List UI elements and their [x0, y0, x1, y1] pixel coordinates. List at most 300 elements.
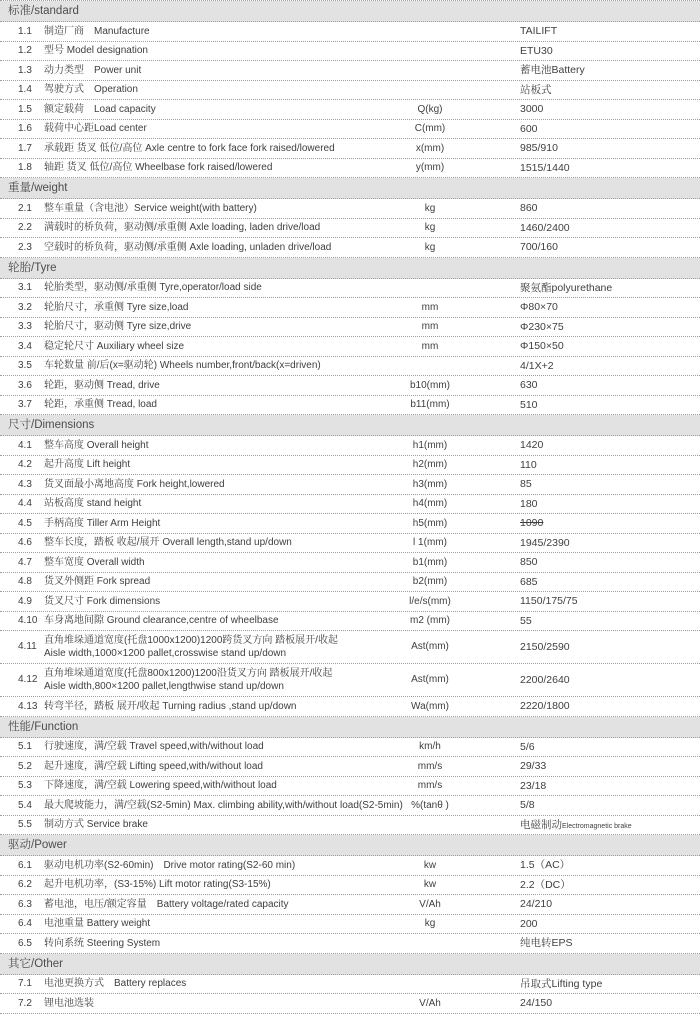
row-label-line1: 起升电机功率，(S3-15%) Lift motor rating(S3-15%): [44, 879, 271, 890]
row-label: [44, 25, 150, 39]
row-label-line1: 制动方式 Service brake: [44, 819, 148, 830]
row-number: 3.2: [18, 301, 32, 313]
row-value-main: 2150/2590: [520, 640, 570, 653]
row-label-line1: 直角堆垛通道宽度(托盘1000x1200)1200跨货叉方向 踏板展开/收起: [44, 634, 338, 646]
row-number: 7.2: [18, 997, 32, 1009]
row-unit: h2(mm): [412, 459, 448, 470]
row-unit: m2 (mm): [410, 615, 450, 626]
row-label: [44, 221, 320, 235]
section-title: 性能/Function: [8, 720, 79, 733]
spec-row: [0, 120, 700, 140]
row-label-line1: 驾驶方式 Operation: [44, 84, 138, 95]
row-label-line1: 轮胎尺寸，驱动侧 Tyre size,drive: [44, 321, 192, 332]
row-value: [520, 740, 535, 754]
spec-row: [0, 876, 700, 896]
row-unit: h1(mm): [412, 439, 448, 451]
row-label: [44, 517, 160, 531]
row-value-main: 蓄电池Battery: [520, 64, 585, 77]
row-value-main: 55: [520, 614, 532, 627]
row-value: [520, 996, 552, 1010]
row-label-line1: 电池更换方式 Battery replaces: [44, 978, 187, 989]
spec-row: [0, 81, 700, 101]
row-label-line1: 货叉尺寸 Fork dimensions: [44, 595, 161, 607]
spec-row: [0, 664, 700, 697]
row-number: 3.7: [18, 399, 32, 410]
row-label: [44, 977, 186, 991]
row-number: 4.9: [18, 595, 32, 607]
spec-row: [0, 697, 700, 717]
row-label-line1: 下降速度，满/空载 Lowering speed,with/without load: [44, 780, 277, 791]
row-unit: kg: [424, 241, 436, 253]
row-label-line1: 额定载荷 Load capacity: [44, 103, 156, 115]
row-number: 6.2: [18, 879, 32, 890]
spec-row: [0, 199, 700, 219]
spec-row: [0, 318, 700, 338]
row-label: [44, 634, 338, 661]
row-label-line1: 货叉外侧距 Fork spread: [44, 576, 151, 587]
spec-row: [0, 856, 700, 876]
row-unit: h5(mm): [412, 517, 448, 529]
row-label-line1: 驱动电机功率(S2-60min) Drive motor rating(S2-60 min): [44, 859, 296, 871]
spec-row: [0, 61, 700, 81]
row-number: 1.1: [18, 25, 32, 37]
row-value: [520, 161, 570, 175]
row-value-main: 1.5（AC）: [520, 859, 571, 872]
spec-row: [0, 238, 700, 258]
row-value-main: 1420: [520, 439, 544, 452]
row-value: [520, 640, 570, 654]
spec-row: [0, 796, 700, 816]
row-value-main: 85: [520, 478, 532, 491]
spec-row: [0, 42, 700, 62]
row-label-line1: 型号 Model designation: [44, 45, 148, 56]
row-unit: Q(kg): [417, 103, 443, 115]
row-value: [520, 320, 564, 334]
row-number: 1.7: [18, 142, 32, 154]
row-label-line1: 起升速度，满/空载 Lifting speed,with/without load: [44, 760, 263, 772]
section-title: 轮胎/Tyre: [8, 261, 57, 274]
row-unit: %(tanθ ): [411, 799, 449, 811]
spec-row: [0, 139, 700, 159]
row-number: 4.10: [18, 615, 38, 626]
row-value-main: 850: [520, 556, 538, 569]
row-value: [520, 24, 557, 38]
row-label: [44, 740, 264, 754]
row-number: 1.5: [18, 103, 32, 115]
spec-row: [0, 553, 700, 573]
row-label-line1: 整车重量（含电池）Service weight(with battery): [44, 202, 257, 214]
row-value: [520, 699, 570, 713]
row-label: [44, 281, 262, 295]
row-number: 6.1: [18, 859, 32, 871]
row-label-line1: 锂电池选装: [44, 997, 94, 1009]
row-value-main: TAILIFT: [520, 25, 558, 38]
spec-row: [0, 738, 700, 758]
spec-row: [0, 895, 700, 915]
section-header: [0, 258, 700, 279]
row-number: 4.1: [18, 439, 32, 451]
row-label-line1: 整车高度 Overall height: [44, 439, 149, 451]
row-label-line1: 行驶速度，满/空载 Travel speed,with/without load: [44, 741, 264, 752]
row-value-main: 吊取式Lifting type: [520, 977, 603, 990]
row-number: 3.5: [18, 360, 32, 371]
row-label-line1: 货叉面最小离地高度 Fork height,lowered: [44, 478, 225, 490]
section-title: 重量/weight: [8, 182, 68, 194]
row-value-main: 2200/2640: [520, 673, 570, 686]
spec-row: [0, 396, 700, 416]
row-label: [44, 575, 150, 589]
row-value-main: 180: [520, 497, 538, 510]
row-unit: b2(mm): [412, 576, 448, 587]
row-value: [520, 122, 538, 136]
row-value: [520, 936, 573, 950]
section-header: [0, 954, 700, 975]
row-number: 4.13: [18, 700, 38, 712]
row-label-line1: 轮距，承重侧 Tread, load: [44, 399, 157, 410]
row-value-main: 200: [520, 917, 538, 930]
row-value-small: Electromagnetic brake: [562, 822, 632, 830]
row-unit: b11(mm): [410, 399, 450, 410]
row-label: [44, 161, 272, 175]
row-unit: b1(mm): [412, 556, 448, 568]
row-label-line1: 车轮数量 前/后(x=驱动轮) Wheels number,front/back(x=driven): [44, 360, 321, 371]
row-value: [520, 798, 535, 812]
row-value: [520, 536, 570, 550]
row-value: [520, 594, 578, 608]
row-value-main: 685: [520, 575, 538, 588]
row-number: 4.3: [18, 478, 32, 490]
row-label: [44, 818, 148, 832]
row-label: [44, 614, 279, 628]
row-value-main: 630: [520, 379, 538, 392]
row-label: [44, 64, 141, 78]
row-number: 2.1: [18, 202, 32, 214]
row-value-main: 24/210: [520, 898, 553, 911]
spec-row: [0, 298, 700, 318]
row-value: [520, 759, 546, 773]
row-unit: mm/s: [417, 780, 443, 791]
row-number: 3.6: [18, 379, 32, 391]
row-value-main: 985/910: [520, 142, 558, 155]
row-label: [44, 536, 292, 550]
row-number: 5.3: [18, 780, 32, 791]
row-label: [44, 44, 148, 58]
row-unit: km/h: [419, 741, 441, 752]
section-header: [0, 415, 700, 436]
row-unit: kw: [423, 879, 437, 890]
row-number: 4.2: [18, 459, 32, 470]
row-number: 3.3: [18, 321, 32, 332]
row-value-main: 860: [520, 202, 538, 215]
spec-row: [0, 159, 700, 179]
row-value: [520, 221, 570, 235]
section-title: 其它/Other: [8, 957, 63, 970]
row-value: [520, 858, 570, 872]
row-value: [520, 44, 553, 58]
row-number: 5.1: [18, 741, 32, 752]
spec-row: [0, 631, 700, 664]
row-number: 6.3: [18, 898, 32, 910]
spec-row: [0, 357, 700, 377]
row-number: 6.4: [18, 918, 32, 929]
row-label-line1: 车身离地间隙 Ground clearance,centre of wheelbase: [44, 615, 279, 626]
row-unit: kg: [424, 918, 436, 929]
row-value: [520, 339, 564, 353]
row-label-line1: 直角堆垛通道宽度(托盘800x1200)1200沿货叉方向 踏板展开/收起: [44, 667, 333, 679]
row-label-line1: 起升高度 Lift height: [44, 459, 131, 470]
row-value: [520, 897, 552, 911]
row-unit: Ast(mm): [411, 641, 449, 653]
row-value: [520, 83, 552, 97]
row-value: [520, 281, 612, 295]
row-label: [44, 478, 225, 492]
spec-row: [0, 475, 700, 495]
row-number: 3.1: [18, 282, 32, 293]
row-unit: mm: [421, 321, 439, 332]
row-number: 5.5: [18, 819, 32, 830]
spec-row: [0, 934, 700, 954]
row-label-line1: 轮距，驱动侧 Tread, drive: [44, 379, 160, 391]
row-label-line1: 制造厂商 Manufacture: [44, 25, 150, 37]
row-number: 1.3: [18, 64, 32, 76]
row-unit: b10(mm): [409, 379, 450, 391]
row-value: [520, 240, 558, 254]
row-label-line1: 手柄高度 Tiller Arm Height: [44, 517, 161, 529]
spec-row: [0, 592, 700, 612]
row-value: [520, 359, 554, 373]
row-value: [520, 477, 532, 491]
spec-row: [0, 219, 700, 239]
spec-row: [0, 612, 700, 632]
row-label: [44, 595, 160, 609]
row-value: [520, 818, 632, 832]
row-value-main: 510: [520, 398, 538, 411]
row-value-main: 24/150: [520, 997, 553, 1010]
row-label: [44, 301, 188, 315]
row-value-main: 1515/1440: [520, 161, 570, 174]
spec-row: [0, 534, 700, 554]
row-label: [44, 83, 138, 97]
row-label-line2: Aisle width,800×1200 pallet,lengthwise stand up/down: [44, 681, 284, 692]
row-label: [44, 398, 157, 412]
row-label: [44, 667, 332, 694]
row-value: [520, 878, 571, 892]
section-header: [0, 717, 700, 738]
row-unit: kg: [424, 202, 436, 214]
spec-row: [0, 337, 700, 357]
row-label: [44, 760, 263, 774]
spec-row: [0, 975, 700, 995]
row-unit: kw: [423, 859, 437, 871]
spec-row: [0, 279, 700, 299]
row-number: 4.12: [18, 674, 38, 686]
section-title: 驱动/Power: [8, 839, 67, 851]
row-label: [44, 340, 184, 354]
row-number: 5.2: [18, 760, 32, 772]
row-value: [520, 63, 585, 77]
section-header: [0, 1, 700, 22]
row-number: 2.2: [18, 222, 32, 233]
row-number: 4.5: [18, 517, 32, 529]
section-header: [0, 835, 700, 856]
spec-row: [0, 376, 700, 396]
row-unit: Ast(mm): [411, 674, 449, 686]
row-value-main: 2220/1800: [520, 700, 570, 713]
row-value-main: 700/160: [520, 241, 558, 254]
row-value: [520, 917, 538, 931]
spec-row: [0, 495, 700, 515]
row-value-main: Φ80×70: [520, 301, 558, 314]
row-value: [520, 575, 538, 589]
row-number: 6.5: [18, 937, 32, 949]
row-unit: C(mm): [414, 123, 446, 134]
row-number: 1.6: [18, 123, 32, 134]
row-value-main: 1945/2390: [520, 536, 570, 549]
row-label: [44, 241, 331, 255]
row-label: [44, 379, 160, 393]
row-value: [520, 438, 543, 452]
row-label-line1: 承载距 货叉 低位/高位 Axle centre to fork face fork raised/lowered: [44, 142, 335, 154]
spec-row: [0, 994, 700, 1014]
row-value-main: 2.2（DC）: [520, 878, 571, 891]
row-number: 1.4: [18, 84, 32, 95]
spec-row: [0, 22, 700, 42]
row-value: [520, 141, 558, 155]
row-label: [44, 779, 277, 793]
spec-row: [0, 915, 700, 935]
row-unit: l 1(mm): [413, 537, 447, 548]
row-unit: V/Ah: [419, 997, 441, 1009]
row-value-main: 聚氨酯polyurethane: [520, 281, 613, 294]
section-title: 尺寸/Dimensions: [8, 419, 95, 431]
row-label: [44, 556, 145, 570]
row-value-main: 站板式: [520, 83, 552, 96]
spec-row: [0, 816, 700, 836]
row-number: 4.6: [18, 537, 32, 548]
row-label-line1: 轴距 货叉 低位/高位 Wheelbase fork raised/lowered: [44, 162, 273, 173]
row-unit: h4(mm): [412, 498, 448, 509]
row-number: 2.3: [18, 241, 32, 253]
row-number: 1.2: [18, 45, 32, 56]
row-value: [520, 102, 543, 116]
row-label-line1: 轮胎尺寸，承重侧 Tyre size,load: [44, 301, 189, 313]
row-value-main: 29/33: [520, 760, 547, 773]
row-number: 5.4: [18, 799, 32, 811]
section-header: [0, 178, 700, 199]
row-value: [520, 779, 546, 793]
row-value-main: 3000: [520, 103, 544, 116]
row-label-line1: 整车长度，踏板 收起/展开 Overall length,stand up/down: [44, 537, 292, 548]
row-value-main: 1150/175/75: [520, 595, 578, 608]
row-unit: kg: [424, 222, 436, 233]
row-unit: Wa(mm): [411, 700, 449, 712]
row-unit: V/Ah: [419, 898, 441, 910]
row-value: [520, 614, 532, 628]
row-label-line1: 整车宽度 Overall width: [44, 556, 145, 568]
row-value-main: 1460/2400: [520, 221, 570, 234]
row-value: [520, 516, 543, 530]
row-label: [44, 700, 297, 714]
row-label: [44, 142, 335, 156]
spec-row: [0, 777, 700, 797]
row-unit: l/e/s(mm): [409, 595, 451, 607]
row-value-main: ETU30: [520, 44, 553, 57]
row-label-line2: Aisle width,1000×1200 pallet,crosswise stand up/down: [44, 648, 287, 659]
row-label-line1: 满载时的桥负荷，驱动侧/承重侧 Axle loading, laden drive/load: [44, 222, 321, 233]
row-unit: mm/s: [417, 760, 443, 772]
row-value: [520, 300, 558, 314]
row-label-line1: 蓄电池，电压/额定容量 Battery voltage/rated capacity: [44, 898, 289, 910]
row-value-main: 纯电转EPS: [520, 937, 573, 950]
row-label-line1: 载荷中心距Load center: [44, 123, 147, 134]
row-value-main: 5/6: [520, 740, 535, 753]
row-label: [44, 799, 403, 813]
row-unit: h3(mm): [412, 478, 448, 490]
row-number: 7.1: [18, 978, 32, 989]
spec-row: [0, 514, 700, 534]
row-value: [520, 201, 538, 215]
spec-row: [0, 573, 700, 593]
row-number: 1.8: [18, 162, 32, 173]
row-value-main: 600: [520, 122, 538, 135]
row-value: [520, 378, 538, 392]
row-label: [44, 898, 289, 912]
row-label: [44, 458, 130, 472]
row-value: [520, 555, 538, 569]
row-value: [520, 398, 538, 412]
row-label-line1: 空载时的桥负荷，驱动侧/承重侧 Axle loading, unladen drive/load: [44, 241, 332, 253]
row-unit: mm: [421, 340, 439, 352]
row-value-main: 110: [520, 458, 537, 471]
row-label-line1: 电池重量 Battery weight: [44, 918, 151, 929]
row-label: [44, 103, 156, 117]
row-value: [520, 977, 602, 991]
row-unit: y(mm): [415, 162, 445, 173]
row-label-line1: 转向系统 Steering System: [44, 937, 161, 949]
row-value: [520, 673, 570, 687]
row-label: [44, 359, 321, 373]
spec-row: [0, 456, 700, 476]
row-number: 3.4: [18, 340, 32, 352]
spec-row: [0, 757, 700, 777]
section-title: 标准/standard: [8, 5, 79, 17]
row-number: 4.4: [18, 498, 32, 509]
spec-row: [0, 436, 700, 456]
row-label-line1: 轮胎类型，驱动侧/承重侧 Tyre,operator/load side: [44, 282, 262, 293]
row-value-main: 电磁制动: [520, 818, 562, 831]
row-label: [44, 320, 191, 334]
row-label-line1: 动力类型 Power unit: [44, 64, 142, 76]
row-value: [520, 458, 537, 472]
row-label: [44, 937, 160, 951]
row-label: [44, 917, 150, 931]
row-number: 4.7: [18, 556, 32, 568]
row-unit: mm: [421, 301, 439, 313]
row-unit: x(mm): [415, 142, 445, 154]
row-label-line1: 最大爬坡能力，满/空载(S2-5min) Max. climbing ability,with/without load(S2-5min): [44, 799, 403, 811]
row-label: [44, 122, 147, 136]
row-label-line1: 稳定轮尺寸 Auxiliary wheel size: [44, 340, 185, 352]
row-value-main: Φ230×75: [520, 320, 564, 333]
spec-row: [0, 100, 700, 120]
row-label: [44, 878, 271, 892]
row-label: [44, 439, 148, 453]
row-value-main: 4/1X+2: [520, 359, 554, 372]
row-value-main: Φ150×50: [520, 340, 564, 353]
row-label: [44, 497, 141, 511]
row-label: [44, 859, 295, 873]
row-number: 4.8: [18, 576, 32, 587]
